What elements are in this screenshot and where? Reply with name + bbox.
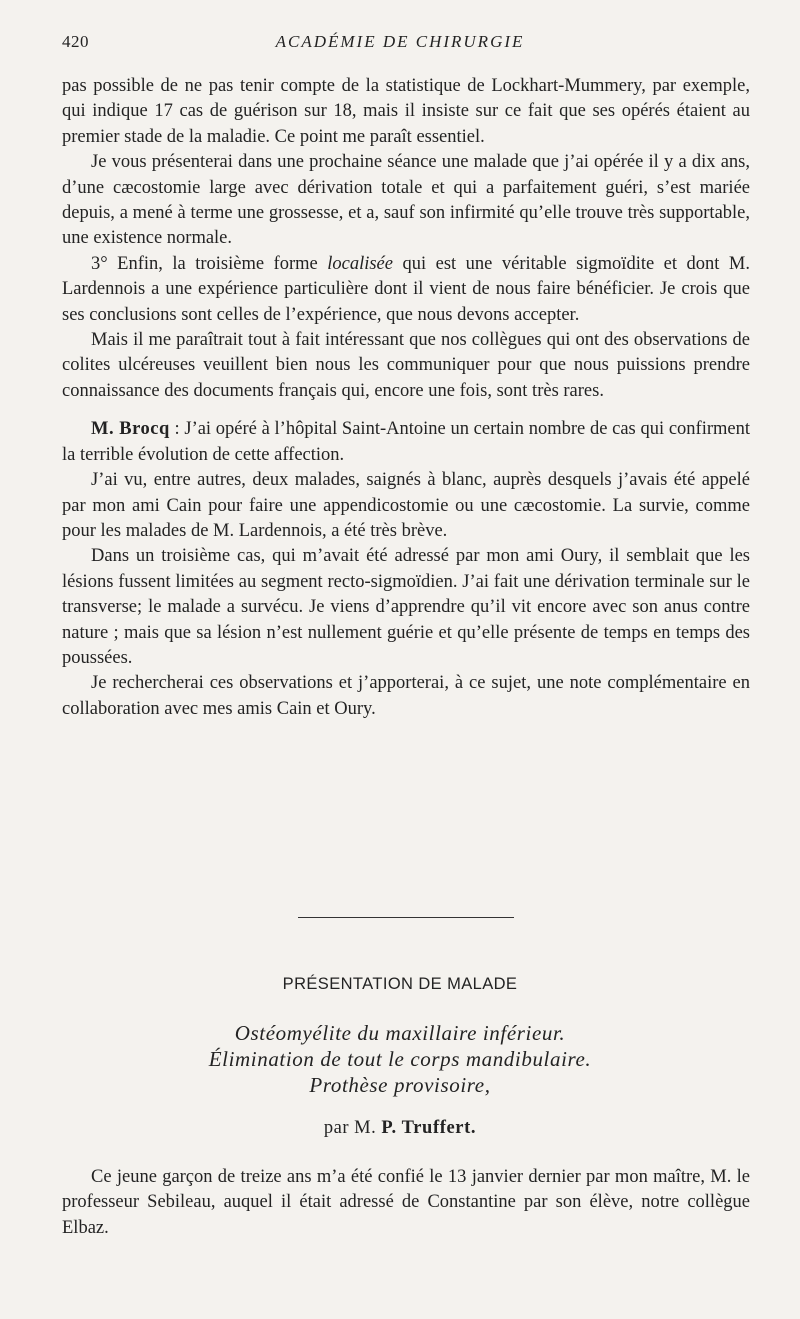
section-divider: [298, 917, 514, 918]
paragraph: Je rechercherai ces observations et j’apporterai, à ce sujet, une note complémentaire en collaboration avec mes amis Cain et Oury.: [62, 673, 750, 719]
paragraph-text: 3° Enfin, la troisième forme: [91, 253, 328, 274]
paragraph: J’ai vu, entre autres, deux malades, saignés à blanc, auprès desquels j’avais été appelé par mon ami Cain pour faire une appendicostomie ou une cæcostomie. La survie, comme pour les malades de M. Lardennois, a été très brève.: [62, 470, 750, 541]
paragraph-text: qui est une véritable sigmoïdite et dont M. Lardennois a une expérience particulière dont il vient de nous faire bénéficier. Je crois que ses conclusions sont celles de l’expérience, que nous devons accepter.: [62, 253, 750, 325]
page-number: 420: [62, 32, 89, 51]
paragraph: Mais il me paraîtrait tout à fait intéressant que nos collègues qui ont des observations de colites ulcéreuses veuillent bien nous les communiquer pour que nous puissions prendre connaissance des documents français qui, encore une fois, sont très rares.: [62, 330, 750, 401]
running-header: [0, 30, 800, 56]
article-body: [62, 1165, 750, 1241]
section-heading: PRÉSENTATION DE MALADE: [282, 975, 518, 993]
journal-title: ACADÉMIE DE CHIRURGIE: [275, 32, 525, 51]
paragraph: [62, 252, 750, 328]
paragraph: Ce jeune garçon de treize ans m’a été confié le 13 janvier dernier par mon maître, M. le professeur Sebileau, auquel il était adressé de Constantine par son élève, notre collègue Elbaz.: [62, 1167, 750, 1238]
paragraph: pas possible de ne pas tenir compte de la statistique de Lockhart-Mummery, par exemple, qui indique 17 cas de guérison sur 18, mais il insiste sur ce fait que ses opérés étaient au premier stade de la maladie. Ce point me paraît essentiel.: [62, 76, 750, 147]
title-line: Prothèse provisoire,: [309, 1073, 491, 1097]
title-line: Ostéomyélite du maxillaire inférieur.: [234, 1021, 566, 1045]
article-title: [0, 1020, 800, 1098]
emphasized-term: localisée: [327, 253, 393, 274]
paragraph: Dans un troisième cas, qui m’avait été adressé par mon ami Oury, il semblait que les lésions fussent limitées au segment recto-sigmoïdien. J’ai fait une dérivation terminale sur le transverse; le malade a survécu. Je viens d’apprendre qu’il vit encore avec son anus contre nature ; mais que sa lésion n’est nullement guérie et qu’elle présente de temps en temps des poussées.: [62, 546, 750, 668]
title-line: Élimination de tout le corps mandibulaire.: [208, 1047, 592, 1071]
byline-prefix: par M.: [323, 1118, 382, 1138]
discussion-intro: [62, 417, 750, 468]
paragraph: Je vous présenterai dans une prochaine séance une malade que j’ai opérée il y a dix ans, d’une cæcostomie large avec dérivation totale et qui a parfaitement guéri, s’est mariée depuis, a mené à terme une grossesse, et a, sauf son infirmité qu’elle trouve très supportable, une existence normale.: [62, 152, 750, 249]
author-name: P. Truffert.: [381, 1118, 477, 1138]
speaker-remark: : J’ai opéré à l’hôpital Saint-Antoine un certain nombre de cas qui confirment la terrible évolution de cette affection.: [62, 419, 750, 465]
speaker-name: M. Brocq: [91, 419, 170, 440]
body-text: [62, 74, 750, 722]
byline: [0, 1118, 800, 1139]
